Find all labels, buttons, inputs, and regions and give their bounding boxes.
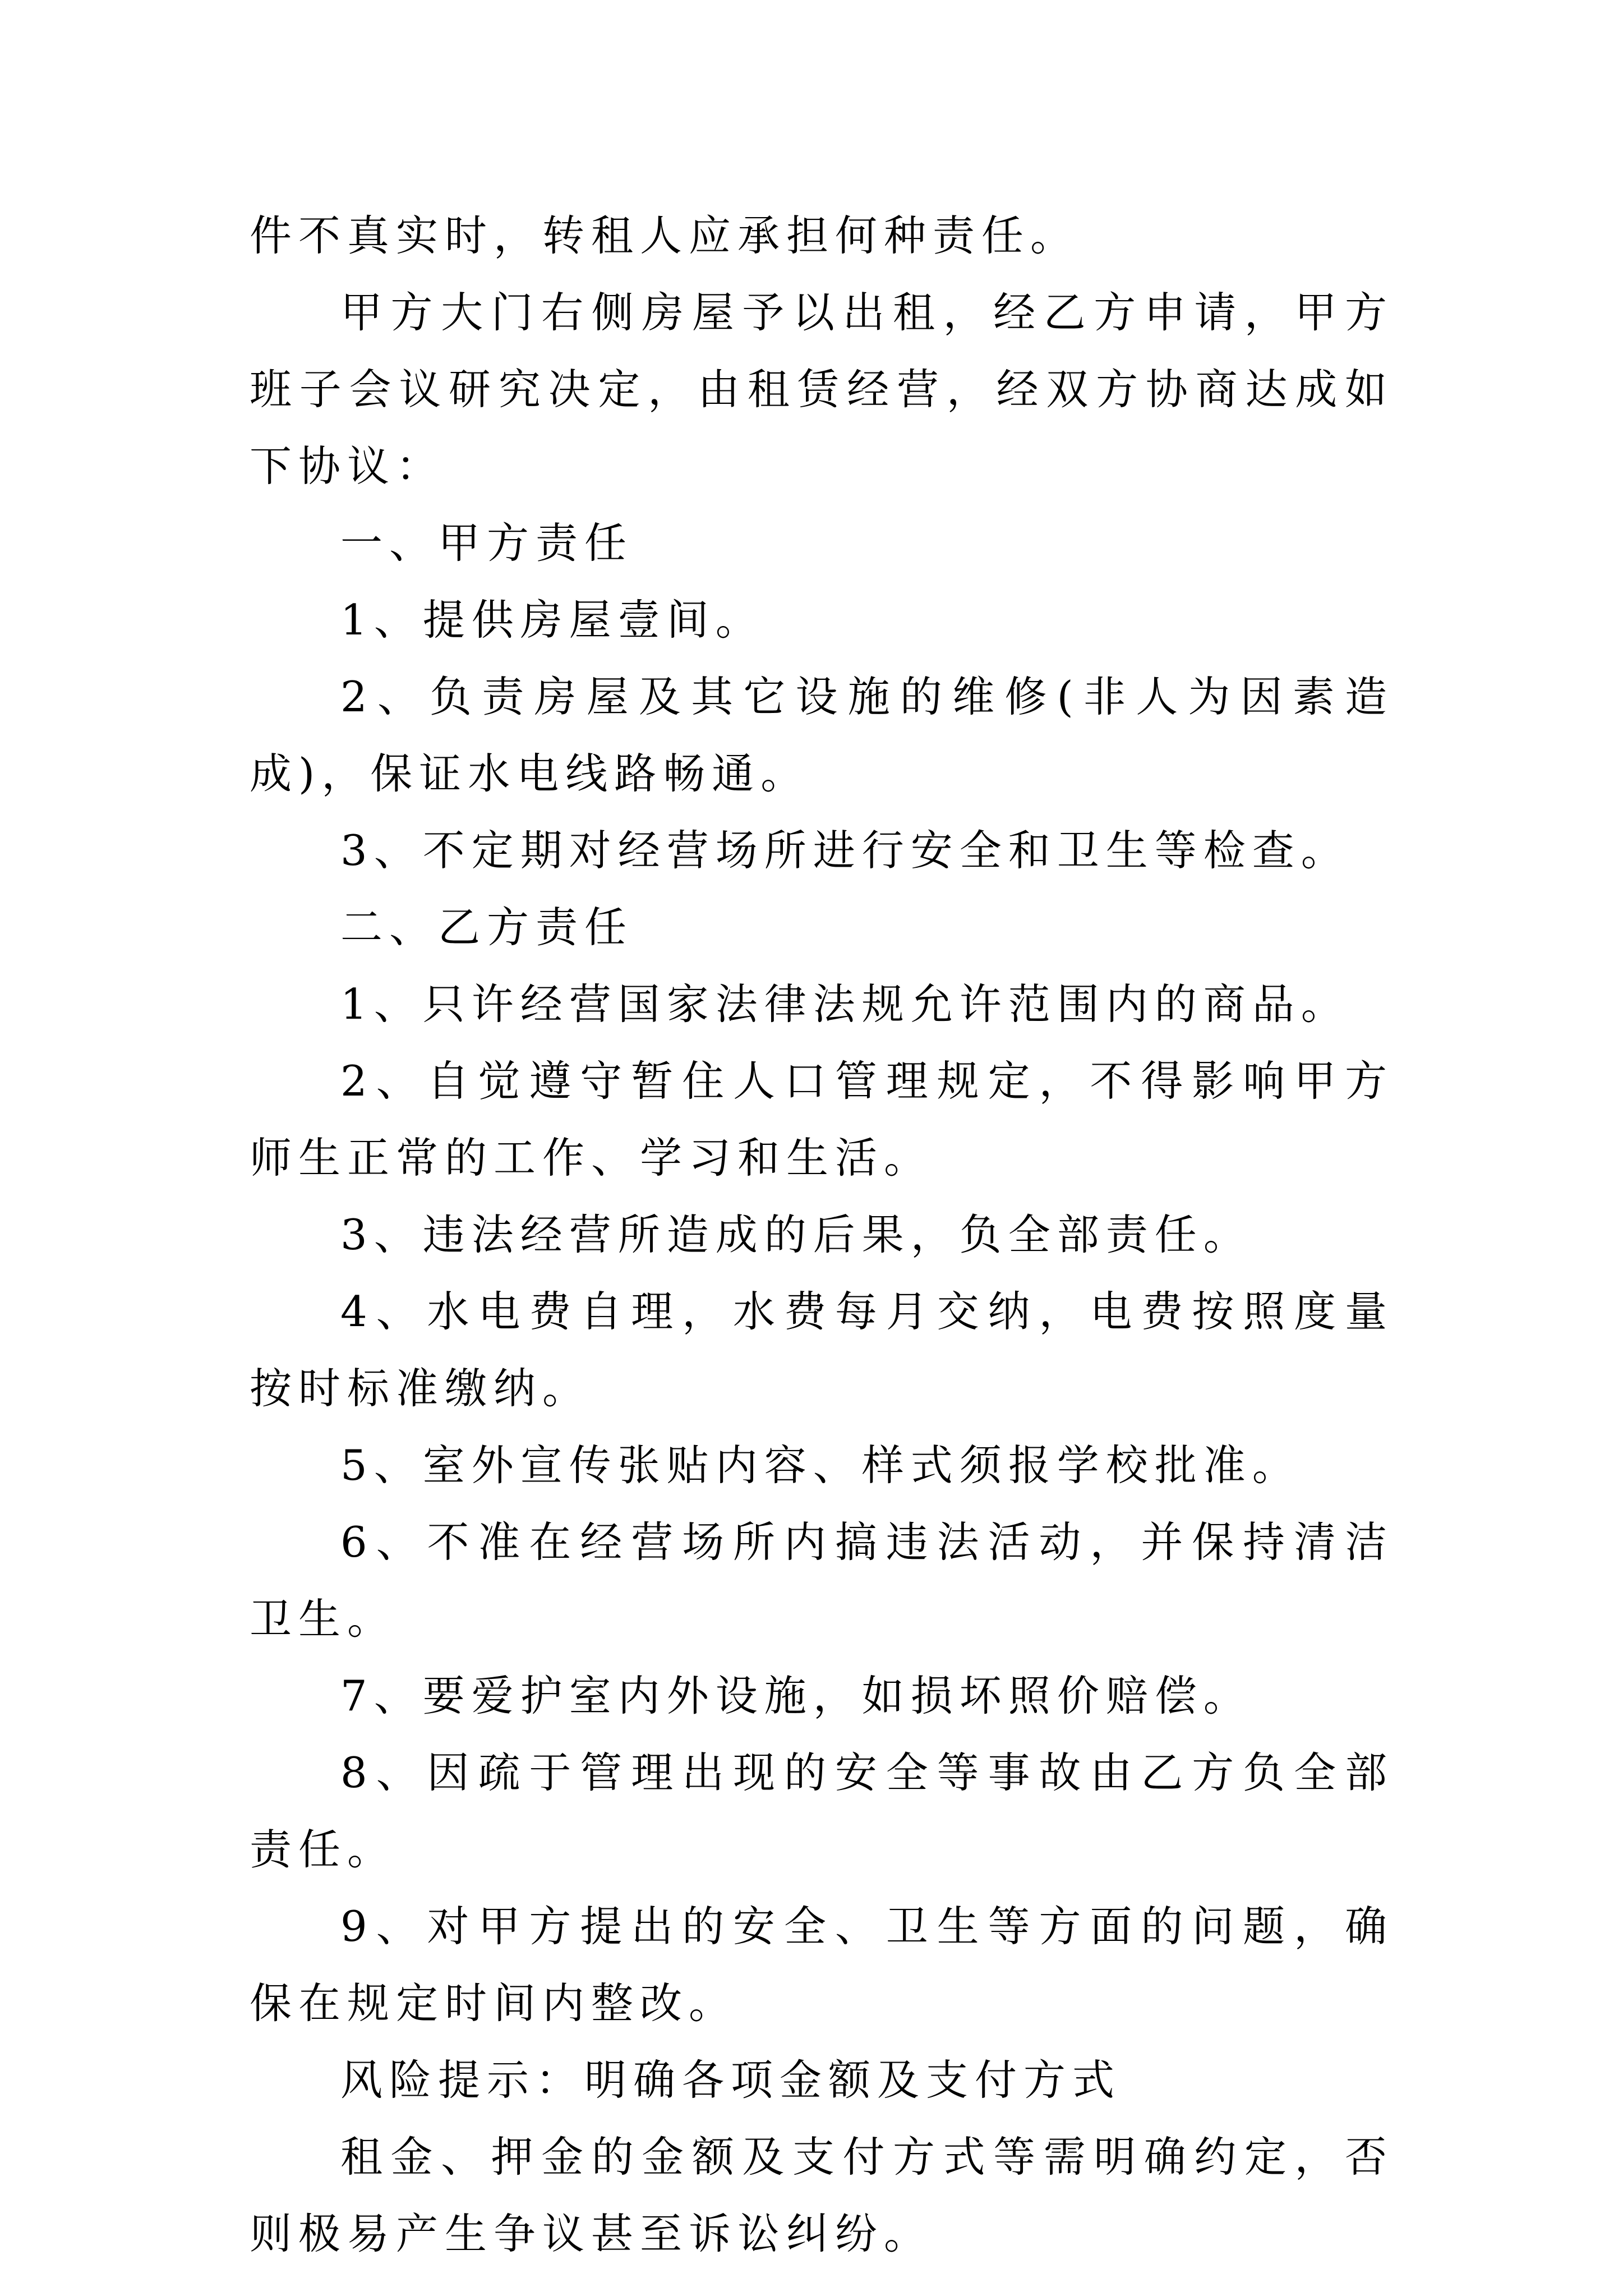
party-a-clause-3: 3、不定期对经营场所进行安全和卫生等检查。	[340, 826, 1350, 875]
section-heading-party-a: 一、甲方责任	[340, 518, 634, 568]
party-b-clause-7: 7、要爱护室内外设施，如损坏照价赔偿。	[340, 1671, 1252, 1720]
party-b-clause-5: 5、室外宣传张贴内容、样式须报学校批准。	[340, 1441, 1301, 1490]
party-b-clause-4: 4、水电费自理，水费每月交纳，电费按照度量按时标准缴纳。	[250, 1287, 1394, 1413]
party-b-clause-9: 9、对甲方提出的安全、卫生等方面的问题，确保在规定时间内整改。	[250, 1902, 1394, 2028]
party-b-clause-3: 3、违法经营所造成的后果，负全部责任。	[340, 1210, 1252, 1259]
risk-notice-heading: 风险提示：明确各项金额及支付方式	[340, 2055, 1122, 2105]
party-b-clause-2: 2、自觉遵守暂住人口管理规定，不得影响甲方师生正常的工作、学习和生活。	[250, 1056, 1394, 1182]
party-a-clause-2: 2、负责房屋及其它设施的维修(非人为因素造成)，保证水电线路畅通。	[250, 672, 1394, 798]
document-body	[250, 197, 1394, 2272]
party-b-clause-8: 8、因疏于管理出现的安全等事故由乙方负全部责任。	[250, 1748, 1394, 1874]
party-b-clause-1: 1、只许经营国家法律法规允许范围内的商品。	[340, 979, 1350, 1029]
section-heading-party-b: 二、乙方责任	[340, 903, 634, 952]
paragraph-intro: 甲方大门右侧房屋予以出租，经乙方申请，甲方班子会议研究决定，由租赁经营，经双方协商达成如下协议：	[250, 288, 1394, 491]
risk-notice-body: 租金、押金的金额及支付方式等需明确约定，否则极易产生争议甚至诉讼纠纷。	[250, 2132, 1394, 2258]
paragraph-continuation: 件不真实时，转租人应承担何种责任。	[250, 211, 1080, 260]
party-b-clause-6: 6、不准在经营场所内搞违法活动，并保持清洁卫生。	[250, 1517, 1394, 1644]
party-a-clause-1: 1、提供房屋壹间。	[340, 595, 764, 645]
